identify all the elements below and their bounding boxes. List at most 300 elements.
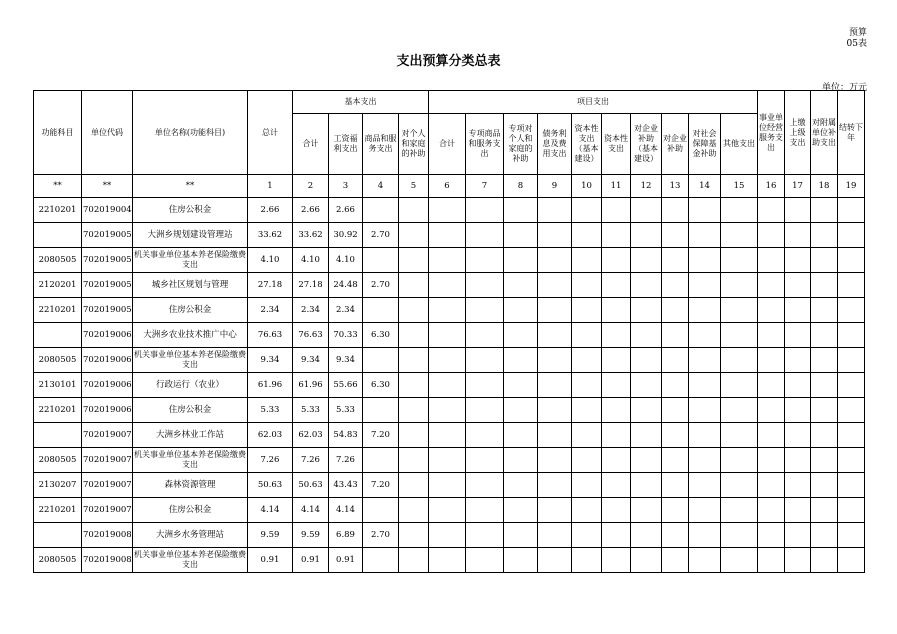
header-unit-code: 单位代码 bbox=[82, 91, 133, 175]
cell-total: 5.33 bbox=[248, 398, 293, 423]
table-row bbox=[34, 373, 865, 398]
column-index-cell: ** bbox=[34, 175, 82, 198]
cell-func-code: 2210201 bbox=[34, 298, 82, 323]
cell-basic-total: 62.03 bbox=[293, 423, 329, 448]
cell-empty bbox=[838, 198, 865, 223]
cell-empty bbox=[721, 373, 758, 398]
cell-empty bbox=[429, 198, 466, 223]
cell-unit-name: 机关事业单位基本养老保险缴费支出 bbox=[133, 448, 248, 473]
cell-empty bbox=[602, 298, 631, 323]
cell-empty bbox=[838, 398, 865, 423]
cell-empty bbox=[631, 498, 662, 523]
cell-unit-code: 702019006 bbox=[82, 323, 133, 348]
table-row bbox=[34, 448, 865, 473]
cell-basic-person bbox=[399, 323, 429, 348]
cell-empty bbox=[838, 223, 865, 248]
cell-empty bbox=[785, 223, 811, 248]
cell-empty bbox=[838, 298, 865, 323]
cell-empty bbox=[758, 323, 785, 348]
cell-empty bbox=[811, 398, 838, 423]
cell-empty bbox=[504, 273, 538, 298]
table-row bbox=[34, 323, 865, 348]
cell-empty bbox=[758, 273, 785, 298]
cell-basic-goods: 2.70 bbox=[363, 273, 399, 298]
column-index-cell: 12 bbox=[631, 175, 662, 198]
cell-basic-total: 27.18 bbox=[293, 273, 329, 298]
cell-basic-wage: 4.14 bbox=[329, 498, 363, 523]
cell-empty bbox=[504, 223, 538, 248]
cell-func-code: 2080505 bbox=[34, 548, 82, 573]
cell-basic-goods: 6.30 bbox=[363, 323, 399, 348]
cell-empty bbox=[811, 523, 838, 548]
cell-basic-person bbox=[399, 298, 429, 323]
cell-basic-goods bbox=[363, 448, 399, 473]
cell-empty bbox=[429, 448, 466, 473]
cell-basic-goods bbox=[363, 298, 399, 323]
header-basic-group: 基本支出 bbox=[293, 91, 429, 114]
cell-basic-wage: 5.33 bbox=[329, 398, 363, 423]
cell-empty bbox=[429, 323, 466, 348]
cell-empty bbox=[602, 373, 631, 398]
cell-empty bbox=[572, 348, 602, 373]
cell-empty bbox=[572, 548, 602, 573]
cell-empty bbox=[466, 298, 504, 323]
table-row bbox=[34, 348, 865, 373]
cell-empty bbox=[572, 448, 602, 473]
header-basic-col: 工资福利支出 bbox=[329, 114, 363, 175]
cell-empty bbox=[538, 448, 572, 473]
header-basic-col: 合计 bbox=[293, 114, 329, 175]
column-index-cell: 13 bbox=[662, 175, 689, 198]
cell-empty bbox=[429, 473, 466, 498]
cell-empty bbox=[811, 198, 838, 223]
cell-empty bbox=[838, 273, 865, 298]
cell-unit-name: 住房公积金 bbox=[133, 498, 248, 523]
cell-empty bbox=[572, 198, 602, 223]
cell-basic-total: 2.34 bbox=[293, 298, 329, 323]
header-total: 总计 bbox=[248, 91, 293, 175]
table-row bbox=[34, 548, 865, 573]
cell-empty bbox=[504, 248, 538, 273]
header-row-1 bbox=[34, 91, 865, 114]
cell-unit-name: 机关事业单位基本养老保险缴费支出 bbox=[133, 348, 248, 373]
cell-empty bbox=[838, 473, 865, 498]
cell-empty bbox=[838, 448, 865, 473]
cell-empty bbox=[631, 323, 662, 348]
cell-empty bbox=[758, 198, 785, 223]
cell-unit-code: 702019007 bbox=[82, 498, 133, 523]
cell-total: 9.59 bbox=[248, 523, 293, 548]
cell-unit-code: 702019007 bbox=[82, 448, 133, 473]
header-project-col: 专项对个人和家庭的补助 bbox=[504, 114, 538, 175]
cell-empty bbox=[811, 223, 838, 248]
cell-empty bbox=[631, 198, 662, 223]
cell-empty bbox=[721, 198, 758, 223]
cell-empty bbox=[602, 323, 631, 348]
header-project-col: 资本性支出（基本建设） bbox=[572, 114, 602, 175]
header-project-col: 资本性支出 bbox=[602, 114, 631, 175]
cell-empty bbox=[785, 248, 811, 273]
table-row bbox=[34, 498, 865, 523]
cell-empty bbox=[721, 473, 758, 498]
cell-empty bbox=[689, 398, 721, 423]
table-row bbox=[34, 298, 865, 323]
cell-empty bbox=[631, 223, 662, 248]
cell-empty bbox=[504, 298, 538, 323]
column-index-cell: 3 bbox=[329, 175, 363, 198]
cell-unit-code: 702019006 bbox=[82, 348, 133, 373]
cell-empty bbox=[758, 248, 785, 273]
column-index-cell: 2 bbox=[293, 175, 329, 198]
cell-empty bbox=[631, 448, 662, 473]
cell-empty bbox=[785, 373, 811, 398]
cell-empty bbox=[602, 248, 631, 273]
cell-unit-name: 住房公积金 bbox=[133, 298, 248, 323]
cell-empty bbox=[466, 548, 504, 573]
cell-empty bbox=[785, 273, 811, 298]
cell-basic-person bbox=[399, 198, 429, 223]
cell-empty bbox=[466, 273, 504, 298]
cell-func-code: 2080505 bbox=[34, 348, 82, 373]
cell-empty bbox=[689, 548, 721, 573]
cell-empty bbox=[721, 323, 758, 348]
cell-total: 2.34 bbox=[248, 298, 293, 323]
cell-empty bbox=[504, 523, 538, 548]
cell-total: 50.63 bbox=[248, 473, 293, 498]
cell-empty bbox=[429, 548, 466, 573]
cell-empty bbox=[689, 273, 721, 298]
column-index-cell: 5 bbox=[399, 175, 429, 198]
column-index-cell: 6 bbox=[429, 175, 466, 198]
cell-empty bbox=[572, 273, 602, 298]
cell-empty bbox=[811, 548, 838, 573]
cell-empty bbox=[662, 398, 689, 423]
header-project-col: 其他支出 bbox=[721, 114, 758, 175]
cell-empty bbox=[721, 248, 758, 273]
cell-func-code bbox=[34, 323, 82, 348]
cell-empty bbox=[721, 423, 758, 448]
cell-empty bbox=[785, 298, 811, 323]
cell-empty bbox=[429, 298, 466, 323]
cell-basic-person bbox=[399, 498, 429, 523]
form-number-line2: 05表 bbox=[846, 39, 867, 49]
cell-basic-person bbox=[399, 448, 429, 473]
cell-basic-wage: 7.26 bbox=[329, 448, 363, 473]
cell-empty bbox=[631, 423, 662, 448]
cell-total: 7.26 bbox=[248, 448, 293, 473]
cell-empty bbox=[538, 398, 572, 423]
cell-empty bbox=[785, 348, 811, 373]
cell-empty bbox=[602, 398, 631, 423]
cell-empty bbox=[785, 473, 811, 498]
cell-empty bbox=[466, 248, 504, 273]
cell-unit-code: 702019005 bbox=[82, 248, 133, 273]
cell-basic-person bbox=[399, 548, 429, 573]
cell-empty bbox=[811, 348, 838, 373]
cell-empty bbox=[785, 398, 811, 423]
cell-empty bbox=[572, 373, 602, 398]
cell-func-code: 2210201 bbox=[34, 398, 82, 423]
cell-basic-wage: 4.10 bbox=[329, 248, 363, 273]
cell-basic-goods: 7.20 bbox=[363, 473, 399, 498]
cell-basic-total: 4.10 bbox=[293, 248, 329, 273]
header-project-col: 专项商品和服务支出 bbox=[466, 114, 504, 175]
cell-basic-total: 76.63 bbox=[293, 323, 329, 348]
cell-empty bbox=[838, 248, 865, 273]
cell-empty bbox=[662, 223, 689, 248]
cell-empty bbox=[838, 423, 865, 448]
cell-basic-wage: 2.34 bbox=[329, 298, 363, 323]
cell-empty bbox=[538, 348, 572, 373]
cell-empty bbox=[602, 448, 631, 473]
cell-empty bbox=[572, 323, 602, 348]
column-index-cell: 14 bbox=[689, 175, 721, 198]
cell-empty bbox=[429, 398, 466, 423]
cell-func-code: 2210201 bbox=[34, 198, 82, 223]
cell-empty bbox=[466, 498, 504, 523]
header-basic-col: 商品和服务支出 bbox=[363, 114, 399, 175]
cell-unit-code: 702019008 bbox=[82, 548, 133, 573]
cell-empty bbox=[662, 423, 689, 448]
cell-total: 0.91 bbox=[248, 548, 293, 573]
cell-empty bbox=[429, 423, 466, 448]
cell-empty bbox=[689, 423, 721, 448]
cell-empty bbox=[466, 198, 504, 223]
cell-unit-code: 702019005 bbox=[82, 273, 133, 298]
cell-empty bbox=[662, 448, 689, 473]
column-index-cell: 1 bbox=[248, 175, 293, 198]
cell-func-code: 2130101 bbox=[34, 373, 82, 398]
table-row bbox=[34, 198, 865, 223]
cell-empty bbox=[689, 348, 721, 373]
cell-empty bbox=[689, 223, 721, 248]
column-index-cell: 9 bbox=[538, 175, 572, 198]
cell-func-code: 2130207 bbox=[34, 473, 82, 498]
header-func-code: 功能科目 bbox=[34, 91, 82, 175]
cell-basic-wage: 6.89 bbox=[329, 523, 363, 548]
header-tail-col: 对附属单位补助支出 bbox=[811, 91, 838, 175]
column-index-cell: ** bbox=[133, 175, 248, 198]
cell-unit-name: 机关事业单位基本养老保险缴费支出 bbox=[133, 548, 248, 573]
cell-unit-code: 702019007 bbox=[82, 423, 133, 448]
cell-unit-name: 行政运行（农业） bbox=[133, 373, 248, 398]
cell-basic-person bbox=[399, 423, 429, 448]
cell-empty bbox=[785, 423, 811, 448]
cell-empty bbox=[429, 273, 466, 298]
cell-empty bbox=[429, 223, 466, 248]
cell-basic-total: 4.14 bbox=[293, 498, 329, 523]
cell-basic-wage: 9.34 bbox=[329, 348, 363, 373]
cell-empty bbox=[689, 198, 721, 223]
table-row bbox=[34, 273, 865, 298]
cell-empty bbox=[572, 398, 602, 423]
cell-empty bbox=[572, 223, 602, 248]
cell-empty bbox=[466, 523, 504, 548]
column-index-cell: 17 bbox=[785, 175, 811, 198]
cell-empty bbox=[689, 448, 721, 473]
column-index-cell: 7 bbox=[466, 175, 504, 198]
cell-empty bbox=[504, 323, 538, 348]
cell-basic-wage: 43.43 bbox=[329, 473, 363, 498]
cell-empty bbox=[466, 448, 504, 473]
header-project-group: 项目支出 bbox=[429, 91, 758, 114]
cell-basic-wage: 70.33 bbox=[329, 323, 363, 348]
header-basic-col: 对个人和家庭的补助 bbox=[399, 114, 429, 175]
table-row bbox=[34, 398, 865, 423]
column-index-cell: ** bbox=[82, 175, 133, 198]
cell-empty bbox=[758, 423, 785, 448]
cell-empty bbox=[602, 348, 631, 373]
form-number-line1: 预算 bbox=[848, 28, 867, 38]
cell-empty bbox=[504, 348, 538, 373]
cell-total: 9.34 bbox=[248, 348, 293, 373]
cell-unit-name: 机关事业单位基本养老保险缴费支出 bbox=[133, 248, 248, 273]
cell-empty bbox=[721, 523, 758, 548]
cell-empty bbox=[466, 373, 504, 398]
cell-empty bbox=[758, 348, 785, 373]
cell-empty bbox=[429, 498, 466, 523]
cell-empty bbox=[538, 548, 572, 573]
cell-basic-wage: 2.66 bbox=[329, 198, 363, 223]
cell-empty bbox=[572, 473, 602, 498]
cell-basic-total: 9.59 bbox=[293, 523, 329, 548]
cell-empty bbox=[758, 473, 785, 498]
cell-empty bbox=[785, 198, 811, 223]
cell-unit-name: 城乡社区规划与管理 bbox=[133, 273, 248, 298]
cell-empty bbox=[538, 523, 572, 548]
cell-empty bbox=[721, 223, 758, 248]
cell-empty bbox=[721, 348, 758, 373]
cell-empty bbox=[662, 198, 689, 223]
cell-empty bbox=[662, 373, 689, 398]
cell-empty bbox=[758, 223, 785, 248]
cell-empty bbox=[811, 473, 838, 498]
cell-func-code bbox=[34, 423, 82, 448]
cell-empty bbox=[504, 498, 538, 523]
cell-empty bbox=[504, 448, 538, 473]
cell-empty bbox=[662, 498, 689, 523]
cell-total: 27.18 bbox=[248, 273, 293, 298]
cell-empty bbox=[689, 248, 721, 273]
cell-empty bbox=[758, 298, 785, 323]
cell-empty bbox=[689, 323, 721, 348]
cell-func-code bbox=[34, 523, 82, 548]
cell-basic-goods bbox=[363, 548, 399, 573]
cell-unit-name: 大洲乡水务管理站 bbox=[133, 523, 248, 548]
cell-empty bbox=[504, 548, 538, 573]
cell-empty bbox=[602, 423, 631, 448]
cell-unit-name: 大洲乡林业工作站 bbox=[133, 423, 248, 448]
cell-unit-code: 702019008 bbox=[82, 523, 133, 548]
cell-basic-person bbox=[399, 223, 429, 248]
cell-empty bbox=[689, 523, 721, 548]
cell-empty bbox=[602, 198, 631, 223]
cell-empty bbox=[538, 423, 572, 448]
cell-basic-wage: 30.92 bbox=[329, 223, 363, 248]
cell-total: 33.62 bbox=[248, 223, 293, 248]
cell-empty bbox=[631, 398, 662, 423]
cell-basic-total: 7.26 bbox=[293, 448, 329, 473]
cell-empty bbox=[689, 473, 721, 498]
cell-empty bbox=[758, 498, 785, 523]
cell-empty bbox=[758, 523, 785, 548]
cell-empty bbox=[721, 273, 758, 298]
cell-unit-code: 702019006 bbox=[82, 398, 133, 423]
cell-empty bbox=[538, 198, 572, 223]
cell-empty bbox=[538, 498, 572, 523]
cell-total: 4.14 bbox=[248, 498, 293, 523]
cell-empty bbox=[811, 423, 838, 448]
cell-empty bbox=[662, 248, 689, 273]
cell-unit-code: 702019006 bbox=[82, 373, 133, 398]
cell-unit-code: 702019007 bbox=[82, 473, 133, 498]
cell-empty bbox=[838, 498, 865, 523]
cell-empty bbox=[429, 373, 466, 398]
cell-empty bbox=[572, 248, 602, 273]
cell-empty bbox=[602, 523, 631, 548]
header-project-col: 对企业补助（基本建设） bbox=[631, 114, 662, 175]
cell-empty bbox=[631, 348, 662, 373]
cell-unit-name: 住房公积金 bbox=[133, 198, 248, 223]
cell-empty bbox=[838, 523, 865, 548]
column-index-cell: 19 bbox=[838, 175, 865, 198]
cell-unit-name: 住房公积金 bbox=[133, 398, 248, 423]
cell-empty bbox=[572, 298, 602, 323]
table-row bbox=[34, 423, 865, 448]
cell-basic-wage: 24.48 bbox=[329, 273, 363, 298]
cell-empty bbox=[811, 298, 838, 323]
cell-empty bbox=[602, 498, 631, 523]
cell-empty bbox=[785, 498, 811, 523]
column-index-cell: 18 bbox=[811, 175, 838, 198]
cell-empty bbox=[721, 498, 758, 523]
cell-basic-person bbox=[399, 273, 429, 298]
cell-empty bbox=[429, 523, 466, 548]
cell-empty bbox=[538, 248, 572, 273]
cell-empty bbox=[466, 323, 504, 348]
cell-basic-goods: 2.70 bbox=[363, 223, 399, 248]
cell-empty bbox=[466, 423, 504, 448]
cell-basic-person bbox=[399, 473, 429, 498]
cell-unit-name: 大洲乡农业技术推广中心 bbox=[133, 323, 248, 348]
cell-total: 61.96 bbox=[248, 373, 293, 398]
column-index-row bbox=[34, 175, 865, 198]
table-row bbox=[34, 223, 865, 248]
cell-basic-goods bbox=[363, 248, 399, 273]
cell-empty bbox=[466, 348, 504, 373]
cell-empty bbox=[538, 323, 572, 348]
cell-basic-total: 9.34 bbox=[293, 348, 329, 373]
header-tail-col: 上缴上级支出 bbox=[785, 91, 811, 175]
cell-empty bbox=[631, 473, 662, 498]
cell-empty bbox=[602, 548, 631, 573]
page-title: 支出预算分类总表 bbox=[396, 54, 501, 69]
cell-unit-name: 森林资源管理 bbox=[133, 473, 248, 498]
cell-empty bbox=[721, 548, 758, 573]
cell-empty bbox=[721, 448, 758, 473]
cell-empty bbox=[785, 548, 811, 573]
cell-empty bbox=[838, 323, 865, 348]
cell-basic-goods bbox=[363, 498, 399, 523]
cell-empty bbox=[662, 523, 689, 548]
cell-empty bbox=[662, 323, 689, 348]
cell-basic-total: 61.96 bbox=[293, 373, 329, 398]
cell-basic-person bbox=[399, 348, 429, 373]
cell-total: 76.63 bbox=[248, 323, 293, 348]
cell-func-code: 2210201 bbox=[34, 498, 82, 523]
cell-empty bbox=[811, 373, 838, 398]
expenditure-table bbox=[33, 90, 865, 573]
